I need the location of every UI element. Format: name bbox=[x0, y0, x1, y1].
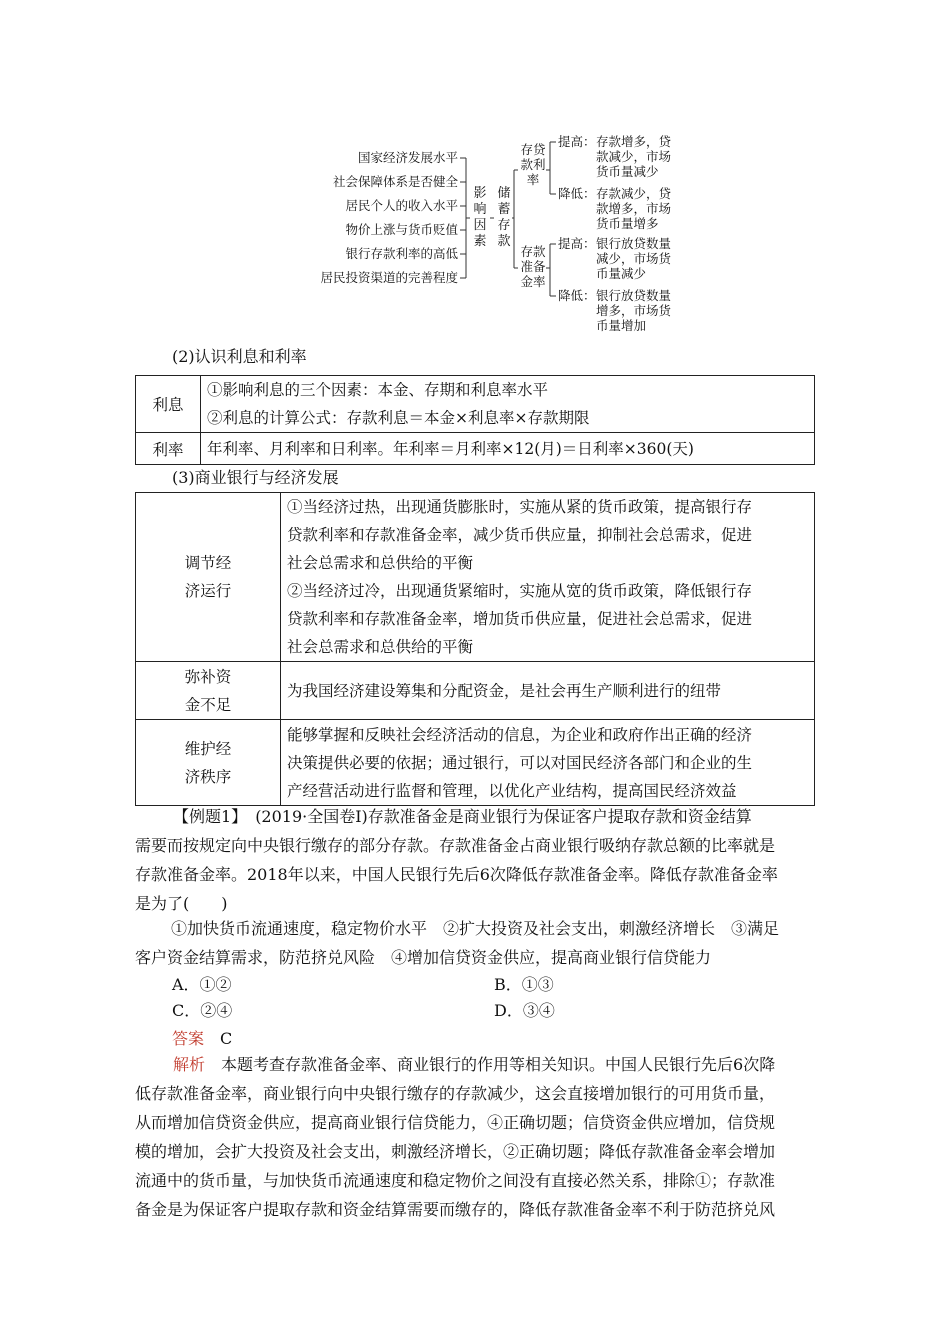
text-line: 币量增加 bbox=[596, 318, 647, 333]
factor-item: 居民个人的收入水平 bbox=[345, 198, 458, 213]
row-content bbox=[201, 433, 815, 465]
row-head bbox=[136, 493, 281, 662]
text-line: 济秩序 bbox=[184, 767, 232, 786]
text-line: 弥补资 bbox=[184, 667, 232, 686]
branch1-lower-text bbox=[596, 186, 671, 231]
text-line: 低存款准备金率，商业银行向中央银行缴存的存款减少，这会直接增加银行的可用货币量， bbox=[135, 1084, 776, 1103]
text-line: 存款准备金率。2018年以来，中国人民银行先后6次降低存款准备金率。降低存款准备金率 bbox=[135, 865, 778, 884]
option-d: D．③④ bbox=[494, 1001, 555, 1020]
text-line: ②利息的计算公式：存款利息＝本金×利息率×存款期限 bbox=[207, 409, 590, 427]
branch1-raise-label: 提高： bbox=[558, 134, 596, 149]
branch1-lower-label: 降低： bbox=[558, 186, 596, 201]
text-line: 款减少，市场 bbox=[596, 149, 672, 164]
factor-item: 银行存款利率的高低 bbox=[345, 246, 458, 261]
example-statements bbox=[135, 914, 817, 972]
text-line: 社会总需求和总供给的平衡 bbox=[287, 554, 474, 572]
text-line: 社会总需求和总供给的平衡 bbox=[287, 638, 474, 656]
table-row bbox=[136, 376, 815, 433]
factor-item: 居民投资渠道的完善程度 bbox=[320, 270, 458, 285]
text-line: 贷款利率和存款准备金率，减少货币供应量，抑制社会总需求，促进 bbox=[287, 526, 753, 544]
text-line: 本题考查存款准备金率、商业银行的作用等相关知识。中国人民银行先后6次降 bbox=[205, 1055, 776, 1074]
answer-value: C bbox=[220, 1029, 233, 1048]
text-line bbox=[135, 1050, 817, 1079]
interest-table bbox=[135, 375, 815, 465]
answer-line bbox=[172, 1024, 472, 1053]
text-line: ②当经济过冷，出现通货紧缩时，实施从宽的货币政策，降低银行存 bbox=[287, 582, 753, 600]
text-line: 为我国经济建设筹集和分配资金，是社会再生产顺利进行的纽带 bbox=[287, 681, 722, 700]
branch1-label: 存贷款利率 bbox=[520, 142, 546, 187]
example-question bbox=[135, 802, 817, 918]
row-content bbox=[281, 662, 815, 720]
text-line: (2019·全国卷Ⅰ)存款准备金是商业银行为保证客户提取存款和资金结算 bbox=[239, 807, 752, 826]
center-label: 影响因素 bbox=[473, 186, 487, 249]
analysis bbox=[135, 1050, 817, 1224]
option-a: A．①② bbox=[172, 975, 232, 994]
table-row bbox=[136, 493, 815, 662]
target-label: 储蓄存款 bbox=[497, 186, 511, 249]
table-row bbox=[136, 720, 815, 806]
row-head: 利率 bbox=[136, 433, 201, 465]
text-line: 能够掌握和反映社会经济活动的信息，为企业和政府作出正确的经济 bbox=[287, 725, 753, 744]
text-line: 需要而按规定向中央银行缴存的部分存款。存款准备金占商业银行吸纳存款总额的比率就是 bbox=[135, 836, 776, 855]
branch2-label: 存款准备金率 bbox=[520, 244, 546, 289]
text-line: 款增多，市场 bbox=[596, 201, 672, 216]
analysis-label: 解析 bbox=[173, 1055, 206, 1074]
row-content bbox=[281, 720, 815, 806]
text-line: 是为了( ) bbox=[135, 894, 228, 913]
row-head bbox=[136, 662, 281, 720]
option-c: C．②④ bbox=[172, 1001, 233, 1020]
section2-title: (2)认识利息和利率 bbox=[172, 347, 307, 366]
text-line: 货币量减少 bbox=[596, 164, 659, 179]
row-head bbox=[136, 720, 281, 806]
branch2-lower-label: 降低： bbox=[558, 288, 596, 303]
branch1-raise-text bbox=[596, 134, 671, 179]
text-line: 调节经 bbox=[184, 554, 232, 572]
factor-item: 物价上涨与货币贬值 bbox=[345, 222, 458, 237]
table-row bbox=[136, 433, 815, 465]
text-line: 贷款利率和存款准备金率，增加货币供应量，促进社会总需求，促进 bbox=[287, 610, 753, 628]
text-line: 备金是为保证客户提取存款和资金结算需要而缴存的，降低存款准备金率不利于防范挤兑风 bbox=[135, 1200, 776, 1219]
text-line: 年利率、月利率和日利率。年利率＝月利率×12(月)＝日利率×360(天) bbox=[207, 439, 694, 458]
factor-item: 社会保障体系是否健全 bbox=[332, 174, 458, 189]
text-line: ①当经济过热，出现通货膨胀时，实施从紧的货币政策，提高银行存 bbox=[287, 498, 753, 516]
row-content bbox=[281, 493, 815, 662]
text-line: 银行放贷数量 bbox=[596, 288, 672, 303]
branch2-raise-label: 提高： bbox=[558, 236, 596, 251]
text-line: 济运行 bbox=[184, 582, 232, 600]
text-line: 币量减少 bbox=[596, 266, 647, 281]
text-line: 从而增加信贷资金供应，提高商业银行信贷能力，④正确切题；信贷资金供应增加，信贷规 bbox=[135, 1113, 776, 1132]
text-line: 金不足 bbox=[184, 695, 232, 714]
text-line: 流通中的货币量，与加快货币流通速度和稳定物价之间没有直接必然关系，排除①；存款准 bbox=[135, 1171, 776, 1190]
text-line: 决策提供必要的依据；通过银行，可以对国民经济各部门和企业的生 bbox=[287, 753, 753, 772]
bank-table bbox=[135, 492, 815, 806]
text-line: 减少，市场货 bbox=[596, 251, 672, 266]
table-row bbox=[136, 662, 815, 720]
option-b: B．①③ bbox=[494, 975, 554, 994]
text-line: 维护经 bbox=[184, 739, 232, 758]
branch2-lower-text bbox=[596, 288, 671, 333]
branch2-raise-text bbox=[596, 236, 671, 281]
concept-diagram bbox=[300, 128, 700, 338]
example-tag: 【例题1】 bbox=[173, 807, 240, 826]
section3-title: (3)商业银行与经济发展 bbox=[172, 468, 339, 487]
text-line: 存款增多，贷 bbox=[596, 134, 672, 149]
text-line: 客户资金结算需求，防范挤兑风险 ④增加信贷资金供应，提高商业银行信贷能力 bbox=[135, 948, 712, 967]
text-line: ①加快货币流通速度，稳定物价水平 ②扩大投资及社会支出，刺激经济增长 ③满足 bbox=[171, 919, 780, 938]
text-line: 模的增加，会扩大投资及社会支出，刺激经济增长，②正确切题；降低存款准备金率会增加 bbox=[135, 1142, 776, 1161]
text-line bbox=[135, 802, 817, 831]
answer-label: 答案 bbox=[172, 1029, 205, 1048]
text-line: ①影响利息的三个因素：本金、存期和利息率水平 bbox=[207, 381, 549, 399]
text-line: 产经营活动进行监督和管理，以优化产业结构，提高国民经济效益 bbox=[287, 781, 737, 800]
factor-item: 国家经济发展水平 bbox=[357, 150, 458, 165]
factor-list bbox=[300, 128, 458, 308]
text-line: 增多，市场货 bbox=[596, 303, 672, 318]
text-line: 存款减少，贷 bbox=[596, 186, 672, 201]
text-line: 银行放贷数量 bbox=[596, 236, 672, 251]
text-line: 货币量增多 bbox=[596, 216, 659, 231]
row-content bbox=[201, 376, 815, 433]
row-head: 利息 bbox=[136, 376, 201, 433]
